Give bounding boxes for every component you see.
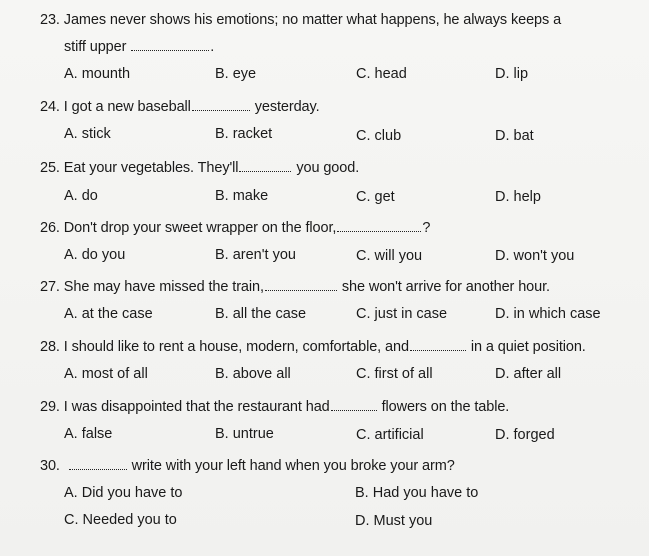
question-text: Eat your vegetables. They'll xyxy=(63,160,239,176)
question-text: Don't drop your sweet wrapper on the floor, xyxy=(63,220,337,236)
option-d[interactable]: D. bat xyxy=(495,128,534,144)
question-text: James never shows his emotions; no matter what happens, he always keeps a xyxy=(63,12,562,28)
option-a[interactable]: A. do xyxy=(64,188,98,204)
question-number: 30. xyxy=(40,458,60,474)
option-d[interactable]: D. in which case xyxy=(495,306,601,322)
question-text: you good. xyxy=(292,160,360,176)
option-b[interactable]: B. above all xyxy=(215,366,291,382)
answer-blank[interactable] xyxy=(331,398,377,411)
question-text: write with your left hand when you broke your arm? xyxy=(127,458,455,474)
option-b[interactable]: B. eye xyxy=(215,66,257,82)
option-b[interactable]: B. Had you have to xyxy=(355,485,479,501)
question-28 xyxy=(40,338,586,355)
option-d[interactable]: D. after all xyxy=(495,366,562,382)
question-text: I got a new baseball xyxy=(63,99,191,115)
option-b[interactable]: B. untrue xyxy=(215,426,274,442)
option-d[interactable]: D. lip xyxy=(495,66,529,82)
question-24 xyxy=(40,98,320,115)
answer-blank[interactable] xyxy=(239,159,291,172)
option-b[interactable]: B. all the case xyxy=(215,306,307,322)
option-a[interactable]: A. most of all xyxy=(64,366,148,382)
question-text: ? xyxy=(422,220,431,236)
question-number: 26. xyxy=(40,220,60,236)
option-d[interactable]: D. Must you xyxy=(355,513,433,529)
question-text: yesterday. xyxy=(250,99,320,115)
option-c[interactable]: C. club xyxy=(356,128,402,144)
question-number: 23. xyxy=(40,12,60,28)
option-c[interactable]: C. first of all xyxy=(356,366,433,382)
question-number: 24. xyxy=(40,99,60,115)
question-text: I was disappointed that the restaurant had xyxy=(63,399,330,415)
option-c[interactable]: C. artificial xyxy=(356,427,424,443)
option-b[interactable]: B. aren't you xyxy=(215,247,296,263)
answer-blank[interactable] xyxy=(410,338,466,351)
option-d[interactable]: D. won't you xyxy=(495,248,575,264)
answer-blank[interactable] xyxy=(69,457,127,470)
question-text: she won't arrive for another hour. xyxy=(337,279,550,295)
answer-blank[interactable] xyxy=(265,278,337,291)
option-c[interactable]: C. head xyxy=(356,66,407,82)
option-c[interactable]: C. Needed you to xyxy=(64,512,177,528)
option-d[interactable]: D. help xyxy=(495,189,541,205)
question-number: 25. xyxy=(40,160,60,176)
option-a[interactable]: A. false xyxy=(64,426,113,442)
question-text: stiff upper xyxy=(64,39,127,55)
question-26 xyxy=(40,219,430,236)
answer-blank[interactable] xyxy=(131,38,209,51)
question-text: I should like to rent a house, modern, comfortable, and xyxy=(63,339,409,355)
option-a[interactable]: A. at the case xyxy=(64,306,153,322)
question-number: 27. xyxy=(40,279,60,295)
question-23-line-1 xyxy=(40,12,561,28)
option-a[interactable]: A. do you xyxy=(64,247,126,263)
option-b[interactable]: B. make xyxy=(215,188,269,204)
option-a[interactable]: A. Did you have to xyxy=(64,485,183,501)
question-30 xyxy=(40,457,455,474)
question-text: . xyxy=(210,39,215,55)
question-number: 28. xyxy=(40,339,60,355)
question-text: She may have missed the train, xyxy=(63,279,264,295)
option-d[interactable]: D. forged xyxy=(495,427,555,443)
question-23-line-2 xyxy=(64,38,214,55)
option-c[interactable]: C. get xyxy=(356,189,395,205)
question-27 xyxy=(40,278,550,295)
question-text: in a quiet position. xyxy=(466,339,586,355)
answer-blank[interactable] xyxy=(192,98,250,111)
option-c[interactable]: C. will you xyxy=(356,248,423,264)
question-29 xyxy=(40,398,509,415)
question-text: flowers on the table. xyxy=(377,399,510,415)
option-a[interactable]: A. stick xyxy=(64,126,111,142)
question-25 xyxy=(40,159,359,176)
question-number: 29. xyxy=(40,399,60,415)
option-a[interactable]: A. mounth xyxy=(64,66,131,82)
option-c[interactable]: C. just in case xyxy=(356,306,448,322)
option-b[interactable]: B. racket xyxy=(215,126,273,142)
answer-blank[interactable] xyxy=(337,219,421,232)
